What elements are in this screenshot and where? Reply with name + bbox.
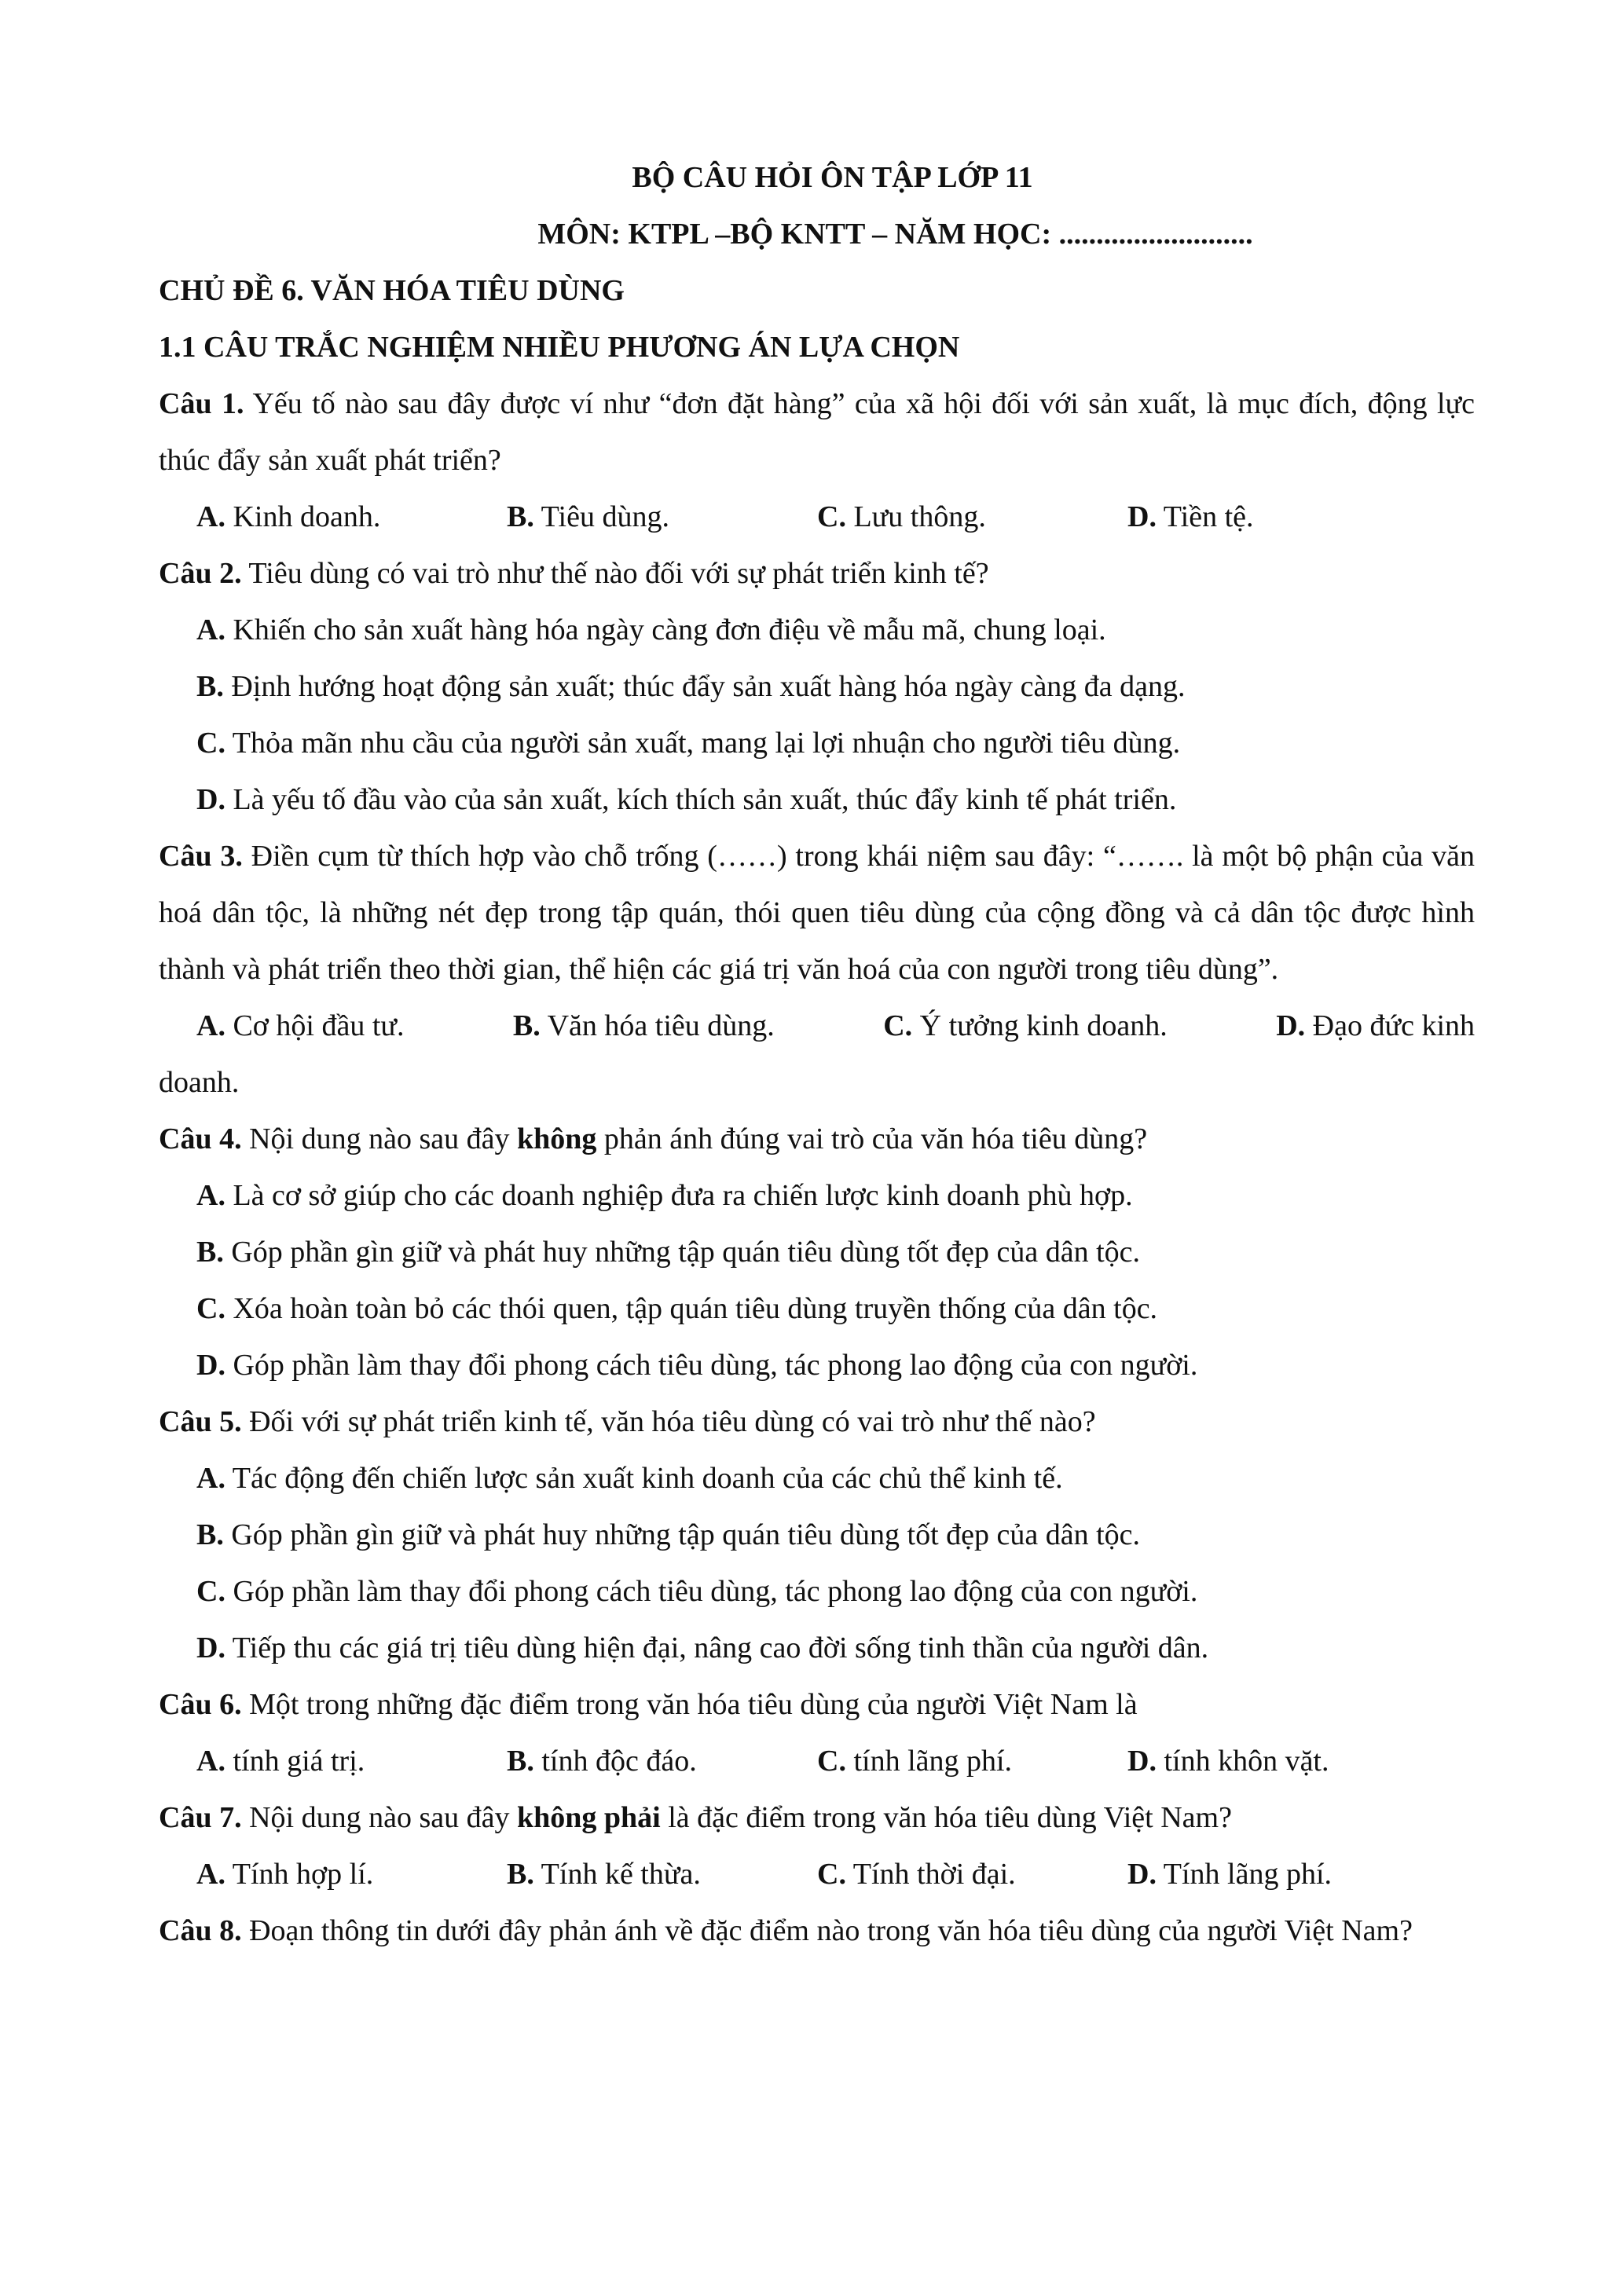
- option-text: Góp phần gìn giữ và phát huy những tập quán tiêu dùng tốt đẹp của dân tộc.: [223, 1518, 1141, 1551]
- question-8: [159, 1902, 1475, 1959]
- option-text: Tác động đến chiến lược sản xuất kinh doanh của các chủ thể kinh tế.: [225, 1462, 1063, 1495]
- option-key: B.: [507, 500, 534, 533]
- option-text: Cơ hội đầu tư.: [225, 1009, 405, 1042]
- option-text: Tính kế thừa.: [533, 1858, 701, 1891]
- option-key: A.: [196, 613, 225, 646]
- option-a: [196, 1846, 507, 1902]
- question-text: Một trong những đặc điểm trong văn hóa tiêu dùng của người Việt Nam là: [241, 1688, 1138, 1721]
- option-key: C.: [817, 1858, 846, 1891]
- option-key: D.: [196, 783, 225, 816]
- option-d: [159, 1337, 1475, 1393]
- option-text: Tính hợp lí.: [225, 1858, 374, 1891]
- option-key: B.: [507, 1858, 534, 1891]
- question-3-options: [159, 998, 1475, 1054]
- option-text: tính giá trị.: [225, 1745, 365, 1778]
- option-text: Tính lãng phí.: [1156, 1858, 1333, 1891]
- option-d: [1276, 998, 1475, 1054]
- option-text: Ý tưởng kinh doanh.: [912, 1009, 1168, 1042]
- option-key: D.: [1127, 500, 1157, 533]
- option-key: B.: [196, 1236, 224, 1269]
- option-a: [196, 998, 404, 1054]
- document-subtitle: MÔN: KTPL –BỘ KNTT – NĂM HỌC: ..........................: [537, 218, 1253, 251]
- option-d: [159, 771, 1475, 828]
- option-b: [159, 658, 1475, 715]
- option-text: Góp phần làm thay đổi phong cách tiêu dùng, tác phong lao động của con người.: [225, 1349, 1198, 1382]
- option-key: C.: [196, 1292, 225, 1325]
- document-title: BỘ CÂU HỎI ÔN TẬP LỚP 11: [632, 161, 1033, 194]
- option-text: tính độc đáo.: [533, 1745, 697, 1778]
- question-emphasis: không phải: [516, 1801, 661, 1834]
- option-d: [1127, 1846, 1438, 1902]
- question-1-options: [159, 489, 1475, 545]
- option-key: A.: [196, 1462, 225, 1495]
- option-text: Tiêu dùng.: [533, 500, 669, 533]
- question-label: Câu 4.: [159, 1122, 242, 1155]
- question-7: [159, 1789, 1475, 1846]
- option-text: Văn hóa tiêu dùng.: [540, 1009, 775, 1042]
- option-b: [159, 1507, 1475, 1563]
- option-a: [159, 602, 1475, 658]
- option-text: Định hướng hoạt động sản xuất; thúc đẩy sản xuất hàng hóa ngày càng đa dạng.: [223, 670, 1186, 703]
- option-a: [196, 1733, 507, 1789]
- option-key: D.: [196, 1631, 225, 1664]
- question-label: Câu 2.: [159, 557, 242, 590]
- option-key: B.: [512, 1009, 541, 1042]
- option-d: [1127, 489, 1438, 545]
- option-key: B.: [196, 1518, 224, 1551]
- question-4: [159, 1111, 1475, 1167]
- option-key: A.: [196, 500, 225, 533]
- question-text: Yếu tố nào sau đây được ví như “đơn đặt hàng” của xã hội đối với sản xuất, là mục đích, động lực thúc đẩy sản xuất phát triển?: [159, 387, 1476, 477]
- option-d: [1127, 1733, 1438, 1789]
- question-label: Câu 7.: [159, 1801, 242, 1834]
- question-label: Câu 1.: [159, 387, 244, 420]
- option-text: Đạo đức kinh: [1305, 1009, 1475, 1042]
- question-text: Đối với sự phát triển kinh tế, văn hóa tiêu dùng có vai trò như thế nào?: [241, 1405, 1096, 1438]
- option-key: B.: [507, 1745, 534, 1778]
- option-c: [159, 1563, 1475, 1620]
- option-c: [817, 489, 1127, 545]
- option-c: [159, 715, 1475, 771]
- option-key: C.: [817, 1745, 846, 1778]
- question-3: [159, 828, 1475, 998]
- option-key: D.: [1127, 1858, 1157, 1891]
- option-key: A.: [196, 1858, 225, 1891]
- option-b: [513, 998, 775, 1054]
- option-text: Kinh doanh.: [225, 500, 381, 533]
- question-text: là đặc điểm trong văn hóa tiêu dùng Việt Nam?: [660, 1801, 1232, 1834]
- question-label: Câu 8.: [159, 1914, 242, 1947]
- option-text: Góp phần làm thay đổi phong cách tiêu dùng, tác phong lao động của con người.: [225, 1575, 1198, 1608]
- option-a: [159, 1167, 1475, 1224]
- section-heading: 1.1 CÂU TRẮC NGHIỆM NHIỀU PHƯƠNG ÁN LỰA CHỌN: [159, 331, 960, 364]
- question-text: Đoạn thông tin dưới đây phản ánh về đặc điểm nào trong văn hóa tiêu dùng của người Việt Nam?: [241, 1914, 1413, 1947]
- option-text: Góp phần gìn giữ và phát huy những tập quán tiêu dùng tốt đẹp của dân tộc.: [223, 1236, 1141, 1269]
- option-text: tính khôn vặt.: [1156, 1745, 1329, 1778]
- option-key: A.: [196, 1745, 225, 1778]
- option-text: Tiếp thu các giá trị tiêu dùng hiện đại, nâng cao đời sống tinh thần của người dân.: [225, 1631, 1209, 1664]
- question-text: Điền cụm từ thích hợp vào chỗ trống (……) trong khái niệm sau đây: “……. là một bộ phận của văn hoá dân tộc, là những nét đẹp trong tập quán, thói quen tiêu dùng của cộng đồng và cả dân tộc được hình thành và phát triển theo thời gian, thể hiện các giá trị văn hoá của con người trong tiêu dùng”.: [159, 840, 1475, 986]
- question-2: [159, 545, 1475, 602]
- option-text: Là yếu tố đầu vào của sản xuất, kích thích sản xuất, thúc đẩy kinh tế phát triển.: [225, 783, 1177, 816]
- question-text: Nội dung nào sau đây: [241, 1801, 517, 1834]
- option-key: C.: [196, 1575, 225, 1608]
- question-label: Câu 3.: [159, 840, 243, 873]
- option-key: D.: [1276, 1009, 1306, 1042]
- option-c: [817, 1846, 1127, 1902]
- option-d-continuation: doanh.: [159, 1066, 240, 1099]
- question-text: phản ánh đúng vai trò của văn hóa tiêu dùng?: [596, 1122, 1148, 1155]
- option-a: [196, 489, 507, 545]
- option-text: Tính thời đại.: [845, 1858, 1016, 1891]
- option-key: B.: [196, 670, 224, 703]
- option-d: [159, 1620, 1475, 1676]
- question-6-options: [159, 1733, 1475, 1789]
- question-emphasis: không: [516, 1122, 597, 1155]
- topic-heading: CHỦ ĐỀ 6. VĂN HÓA TIÊU DÙNG: [159, 274, 625, 307]
- option-b: [507, 1846, 817, 1902]
- question-label: Câu 6.: [159, 1688, 242, 1721]
- question-text: Tiêu dùng có vai trò như thế nào đối với sự phát triển kinh tế?: [241, 557, 989, 590]
- option-b: [159, 1224, 1475, 1280]
- option-c: [883, 998, 1168, 1054]
- option-text: Thỏa mãn nhu cầu của người sản xuất, mang lại lợi nhuận cho người tiêu dùng.: [225, 727, 1181, 760]
- option-key: D.: [1127, 1745, 1157, 1778]
- option-b: [507, 1733, 817, 1789]
- option-text: tính lãng phí.: [845, 1745, 1013, 1778]
- option-a: [159, 1450, 1475, 1507]
- option-text: Tiền tệ.: [1156, 500, 1254, 533]
- question-7-options: [159, 1846, 1475, 1902]
- option-text: Khiến cho sản xuất hàng hóa ngày càng đơn điệu về mẫu mã, chung loại.: [225, 613, 1106, 646]
- option-key: C.: [817, 500, 846, 533]
- option-key: C.: [883, 1009, 913, 1042]
- option-text: Lưu thông.: [845, 500, 986, 533]
- option-key: D.: [196, 1349, 225, 1382]
- question-label: Câu 5.: [159, 1405, 242, 1438]
- question-5: [159, 1393, 1475, 1450]
- option-text: Là cơ sở giúp cho các doanh nghiệp đưa ra chiến lược kinh doanh phù hợp.: [225, 1179, 1133, 1212]
- option-key: A.: [196, 1179, 225, 1212]
- question-text: Nội dung nào sau đây: [241, 1122, 517, 1155]
- option-key: C.: [196, 727, 225, 760]
- option-key: A.: [196, 1009, 225, 1042]
- option-text: Xóa hoàn toàn bỏ các thói quen, tập quán tiêu dùng truyền thống của dân tộc.: [225, 1292, 1158, 1325]
- question-1: [159, 375, 1475, 489]
- question-6: [159, 1676, 1475, 1733]
- option-c: [817, 1733, 1127, 1789]
- option-b: [507, 489, 817, 545]
- option-c: [159, 1280, 1475, 1337]
